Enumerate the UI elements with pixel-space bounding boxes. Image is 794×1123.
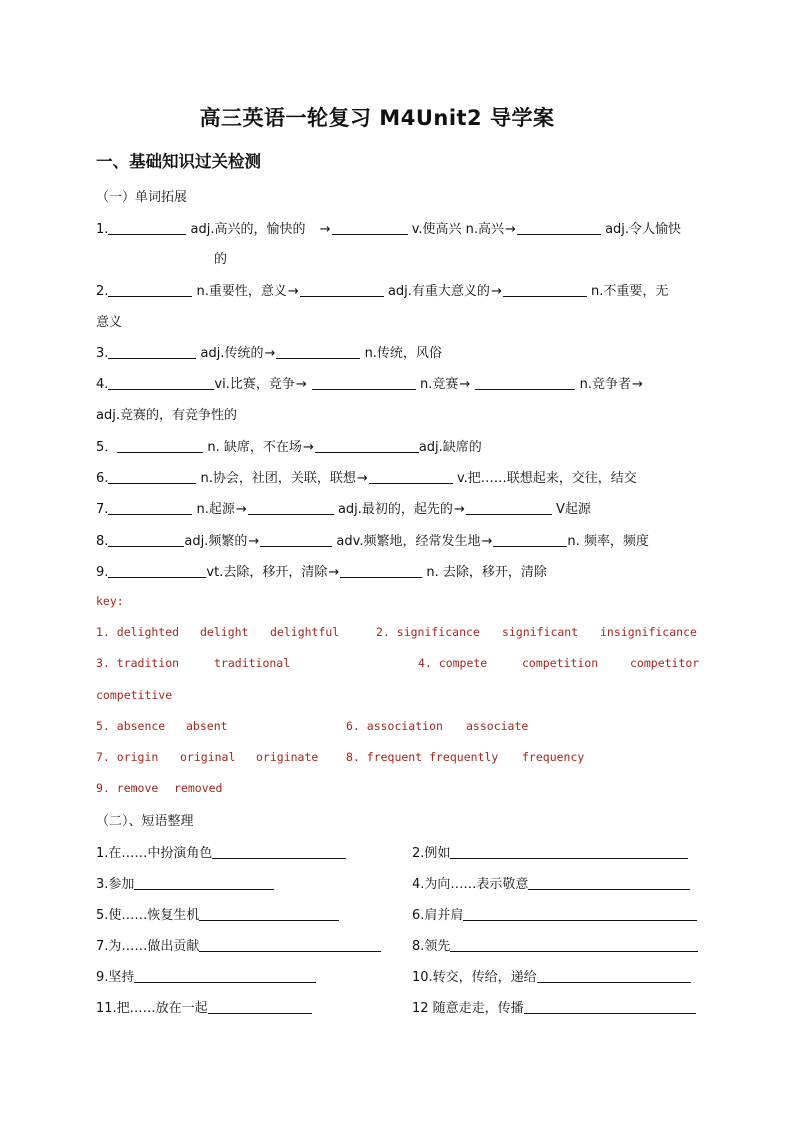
arrow-icon: → [459, 377, 471, 392]
arrow-icon: → [453, 502, 465, 517]
answer-blank[interactable] [108, 501, 192, 515]
answer-blank[interactable] [475, 376, 575, 390]
word-item-3: 3. adj.传统的→ n.传统，风俗 [96, 346, 442, 361]
phrase-item-3: 3.参加 [96, 873, 274, 892]
key-line-2: 3. tradition traditional 4. compete competition competitor [96, 656, 700, 670]
answer-blank[interactable] [199, 907, 339, 921]
word-item-4: 4. vi.比赛，竞争→ n.竞赛→ n.竞争者→ [96, 377, 643, 392]
key-label: key: [96, 594, 124, 608]
phrase-item-2: 2.例如 [412, 842, 688, 861]
key-line-3: 5. absence absent 6. association associate [96, 719, 529, 733]
answer-blank[interactable] [524, 1000, 696, 1014]
answer-blank[interactable] [199, 938, 381, 952]
arrow-icon: → [328, 565, 340, 580]
arrow-icon: → [235, 502, 247, 517]
answer-blank[interactable] [528, 876, 690, 890]
answer-blank[interactable] [340, 564, 422, 578]
arrow-icon: → [356, 471, 368, 486]
phrase-item-7: 7.为……做出贡献 [96, 935, 381, 954]
arrow-icon: → [264, 346, 276, 361]
phrase-item-10: 10.转交，传给，递给 [412, 966, 691, 985]
key-line-2b: competitive [96, 688, 173, 702]
key-line-5: 9. remove removed [96, 781, 223, 795]
word-item-9: 9. vt.去除，移开，清除→ n. 去除，移开，清除 [96, 565, 547, 580]
answer-blank[interactable] [108, 564, 206, 578]
word-item-1-wrap: 的 [214, 252, 228, 267]
arrow-icon: → [287, 284, 299, 299]
answer-blank[interactable] [108, 376, 214, 390]
answer-blank[interactable] [248, 501, 334, 515]
answer-blank[interactable] [537, 969, 691, 983]
answer-blank[interactable] [134, 876, 274, 890]
answer-blank[interactable] [312, 376, 416, 390]
answer-blank[interactable] [108, 283, 192, 297]
arrow-icon: → [505, 222, 516, 237]
answer-blank[interactable] [260, 533, 332, 547]
word-item-8: 8. adj.频繁的→ adv.频繁地，经常发生地→ n. 频率，频度 [96, 534, 649, 549]
page-title: 高三英语一轮复习 M4Unit2 导学案 [199, 106, 555, 130]
word-item-2-wrap: 意义 [96, 315, 123, 330]
answer-blank[interactable] [300, 283, 384, 297]
arrow-icon: → [248, 534, 260, 549]
phrase-item-6: 6.肩并肩 [412, 904, 697, 923]
word-item-2: 2. n.重要性，意义→ adj.有重大意义的→ n.不重要，无 [96, 284, 669, 299]
answer-blank[interactable] [108, 533, 184, 547]
word-item-7: 7. n.起源→ adj.最初的，起先的→ V起源 [96, 502, 591, 517]
answer-blank[interactable] [108, 221, 186, 235]
phrase-item-4: 4.为向……表示敬意 [412, 873, 690, 892]
answer-blank[interactable] [503, 283, 587, 297]
section-heading-basics: 一、基础知识过关检测 [96, 152, 261, 171]
answer-blank[interactable] [108, 345, 196, 359]
subsection-phrases: （二）、短语整理 [96, 814, 194, 829]
phrase-item-11: 11.把……放在一起 [96, 997, 312, 1016]
answer-blank[interactable] [466, 501, 552, 515]
answer-blank[interactable] [117, 439, 203, 453]
arrow-icon: → [319, 222, 331, 237]
phrase-item-9: 9.坚持 [96, 966, 316, 985]
answer-blank[interactable] [208, 1000, 312, 1014]
phrase-item-1: 1.在……中扮演角色 [96, 842, 346, 861]
arrow-icon: → [295, 377, 307, 392]
answer-blank[interactable] [134, 969, 316, 983]
arrow-icon: → [481, 534, 493, 549]
word-item-1: 1. adj.高兴的，愉快的 → v.使高兴 n.高兴→ adj.令人愉快 [96, 222, 682, 237]
word-item-4-wrap: adj.竞赛的，有竞争性的 [96, 408, 237, 423]
answer-blank[interactable] [332, 221, 408, 235]
answer-blank[interactable] [212, 845, 346, 859]
phrase-item-12: 12 随意走走，传播 [412, 997, 696, 1016]
subsection-word-expansion: （一）单词拓展 [96, 190, 188, 205]
answer-blank[interactable] [315, 439, 419, 453]
answer-blank[interactable] [450, 938, 698, 952]
answer-blank[interactable] [493, 533, 567, 547]
answer-blank[interactable] [450, 845, 688, 859]
word-item-5: 5． n. 缺席，不在场→ adj.缺席的 [96, 440, 482, 455]
phrase-item-5: 5.使……恢复生机 [96, 904, 339, 923]
phrase-item-8: 8.领先 [412, 935, 698, 954]
answer-blank[interactable] [108, 470, 196, 484]
answer-blank[interactable] [276, 345, 360, 359]
key-line-1: 1. delighted delight delightful 2. significance significant insignificance [96, 625, 697, 639]
word-item-6: 6. n.协会，社团，关联，联想→ v.把……联想起来，交往，结交 [96, 471, 637, 486]
arrow-icon: → [490, 284, 502, 299]
answer-blank[interactable] [517, 221, 601, 235]
key-line-4: 7. origin original originate 8. frequent frequently frequency [96, 750, 585, 764]
answer-blank[interactable] [369, 470, 453, 484]
arrow-icon: → [302, 440, 314, 455]
answer-blank[interactable] [463, 907, 697, 921]
arrow-icon: → [631, 377, 643, 392]
